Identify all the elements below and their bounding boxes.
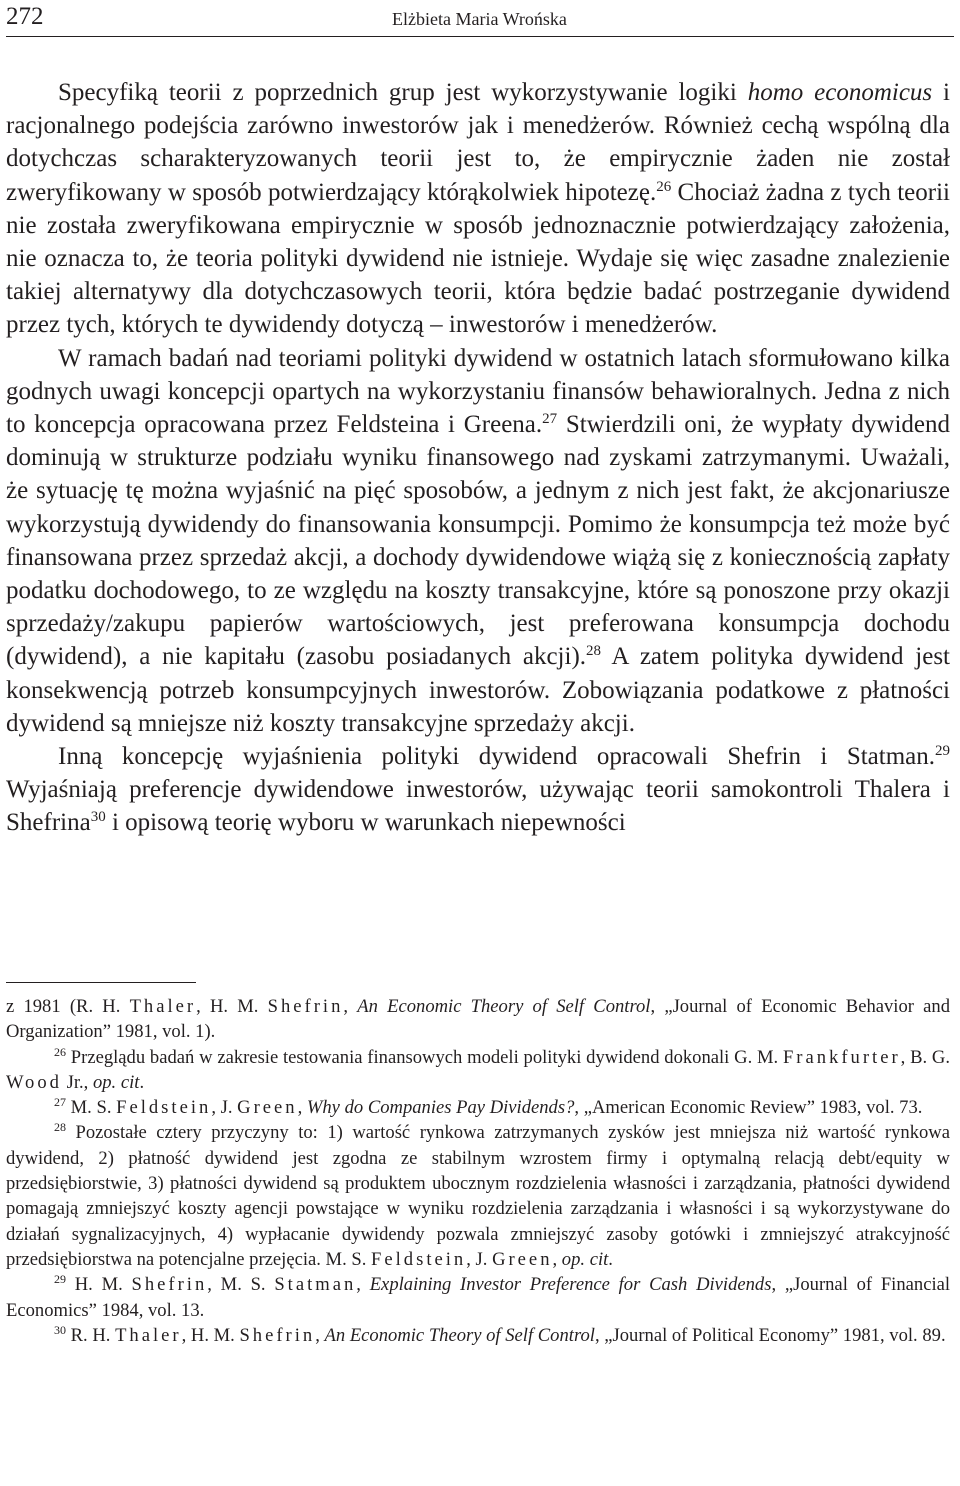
footnote-ref-26[interactable]: 26	[656, 178, 672, 195]
text-run: ,	[356, 1274, 370, 1296]
footnote-29	[6, 1272, 950, 1323]
page-number: 272	[6, 3, 44, 30]
footnote-27	[6, 1095, 950, 1120]
body-text	[6, 76, 950, 840]
author-name: Green	[237, 1097, 298, 1119]
text-run: .	[608, 1248, 613, 1270]
author-name: Wood	[6, 1071, 62, 1093]
text-run: , H. M.	[196, 996, 268, 1017]
footnote-ref-30[interactable]: 30	[90, 809, 106, 826]
author-name: Statman	[274, 1274, 357, 1296]
footnote-continuation	[6, 994, 950, 1045]
text-run: , J.	[466, 1248, 493, 1270]
text-run: , J.	[211, 1097, 238, 1119]
author-name: Thaler	[129, 996, 197, 1017]
work-title: op. cit	[561, 1248, 609, 1270]
text-run: Specyfiką teorii z poprzednich grup jest wykorzystywanie logiki	[58, 79, 748, 106]
work-title: Explaining Investor Preference for Cash Dividends	[369, 1274, 772, 1296]
text-run: Wyjaśniają preferencje dywidendowe inwestorów, używając teorii samokontroli Thalera i Shefrina	[6, 776, 950, 837]
footnotes	[6, 994, 950, 1348]
text-run: M. S.	[66, 1097, 117, 1119]
italic-term: homo economicus	[747, 79, 933, 106]
text-run: Przeglądu badań w zakresie testowania finansowych modeli polityki dywidend dokonali G. M.	[66, 1046, 783, 1068]
header-rule	[6, 36, 954, 37]
footnote-number: 29	[54, 1272, 66, 1287]
text-run: , „American Economic Review” 1983, vol. 73.	[574, 1097, 923, 1119]
paragraph-1	[6, 76, 950, 342]
text-run: Jr.,	[61, 1071, 93, 1093]
footnote-ref-29[interactable]: 29	[935, 743, 950, 760]
author-name: Feldstein	[116, 1097, 212, 1119]
text-run: , „Journal of Financial Economics” 1984, vol. 13.	[6, 1274, 951, 1321]
work-title: An Economic Theory of Self Control	[357, 996, 651, 1017]
text-run: Inną koncepcję wyjaśnienia polityki dywidend opracowali Shefrin i Statman.	[58, 743, 935, 771]
text-run: A zatem polityka dywidend jest konsekwencją potrzeb konsumpcyjnych inwestorów. Zobowiązania podatkowe z płatności dywidend są mniejsze niż koszty transakcyjne sprzedaży akcji.	[6, 643, 950, 737]
work-title: An Economic Theory of Self Control	[324, 1324, 595, 1346]
text-run: ,	[297, 1097, 307, 1119]
author-name: Thaler	[115, 1324, 182, 1346]
text-run: , „Journal of Economic Behavior and Organization” 1981, vol. 1).	[6, 996, 951, 1043]
author-name: Feldstein	[371, 1248, 467, 1270]
text-run: i opisową teorię wyboru w warunkach niepewności	[105, 809, 626, 837]
text-run: Chociaż żadna z tych teorii nie została zweryfikowana empirycznie w sposób jednoznacznie potwierdzający założenia, nie oznacza to, że teoria polityki dywidend nie istnieje. Wydaje się więc zasadne znalezienie takiej alternatywy dla dotychczasowych teorii, która będzie badać postrzeganie dywidend przez tych, których te dywidendy dotyczą – inwestorów i menedżerów.	[6, 178, 950, 339]
footnote-number: 28	[54, 1120, 66, 1135]
text-run: ,	[315, 1324, 325, 1346]
author-name: Shefrin	[131, 1274, 208, 1296]
footnote-28	[6, 1120, 950, 1272]
footnote-ref-27[interactable]: 27	[542, 411, 558, 428]
text-run: z 1981 (R. H.	[6, 996, 130, 1017]
footnote-26	[6, 1045, 950, 1096]
text-run: ,	[552, 1248, 562, 1270]
text-run: Pozostałe cztery przyczyny to: 1) wartość rynkowa zatrzymanych zysków jest mniejsza niż wartość rynkowa dywidend, 2) płatność dywidend jest zgodna ze stabilnym wzrostem firmy i optymalną relacją debt/equity w przedsiębiorstwie, 3) płatności dywidend są produktem ubocznym rozdzielenia własności i zarządzania, płatności dywidend pomagają zmniejszyć koszty agencji powstające w wyniku rozdzielenia zarządzania i własności i są wykorzystywane do działań sygnalizacyjnych, 4) wypłacanie dywidendy pozwala zmniejszyć zasoby gotówki i zmniejszyć atrakcyjność przedsiębiorstwa na potencjalne przejęcia. M. S.	[6, 1122, 950, 1270]
author-name: Shefrin	[267, 996, 344, 1017]
text-run: H. M.	[66, 1274, 132, 1296]
author-name: Frankfurter	[782, 1046, 901, 1068]
text-run: Stwierdzili oni, że wypłaty dywidend dominują w strukturze podziału wyniku finansowego nad zyskami zatrzymanymi. Uważali, że sytuację tę można wyjaśnić na pięć sposobów, a jednym z nich jest fakt, że akcjonariusze wykorzystują dywidendy do finansowania konsumpcji. Pomimo że konsumpcja też może być finansowana przez sprzedaż akcji, a dochody dywidendowe wiążą się z koniecznością zapłaty podatku dochodowego, to ze względu na koszty transakcyjne, które są ponoszone przy okazji sprzedaży/zakupu papierów wartościowych, jest preferowana konsumpcja dochodu (dywidend), a nie kapitału (zasobu posiadanych akcji).	[6, 411, 951, 671]
footnote-ref-28[interactable]: 28	[586, 643, 602, 660]
work-title: Why do Companies Pay Dividends?	[306, 1097, 575, 1119]
footnote-number: 27	[54, 1095, 66, 1110]
running-head: Elżbieta Maria Wrońska	[392, 9, 567, 29]
page-header	[6, 0, 954, 36]
footnote-rule	[6, 982, 196, 983]
text-run: , H. M.	[181, 1324, 240, 1346]
text-run: i racjonalnego podejścia zarówno inwestorów jak i menedżerów. Również cechą wspólną dla dotychczas scharakteryzowanych teorii jest to, że empirycznie żaden nie został zweryfikowany w sposób potwierdzający którąkolwiek hipotezę.	[6, 79, 950, 206]
footnote-number: 26	[54, 1044, 66, 1059]
text-run: , B. G.	[900, 1046, 950, 1068]
paragraph-3	[6, 740, 950, 840]
text-run: R. H.	[66, 1324, 116, 1346]
footnote-30	[6, 1323, 950, 1348]
paragraph-2	[6, 342, 950, 740]
author-name: Shefrin	[239, 1324, 316, 1346]
text-run: , „Journal of Political Economy” 1981, vol. 89.	[594, 1324, 946, 1346]
text-run: W ramach badań nad teoriami polityki dywidend w ostatnich latach sformułowano kilka godnych uwagi koncepcji opartych na wykorzystaniu finansów behawioralnych. Jedna z nich to koncepcja opracowana przez Feldsteina i Greena.	[6, 344, 950, 439]
text-run: , M. S.	[207, 1274, 275, 1296]
text-run: .	[139, 1071, 145, 1093]
author-name: Green	[492, 1248, 553, 1270]
text-run: ,	[343, 996, 358, 1017]
work-title: op. cit	[92, 1071, 140, 1093]
footnote-number: 30	[54, 1322, 66, 1337]
